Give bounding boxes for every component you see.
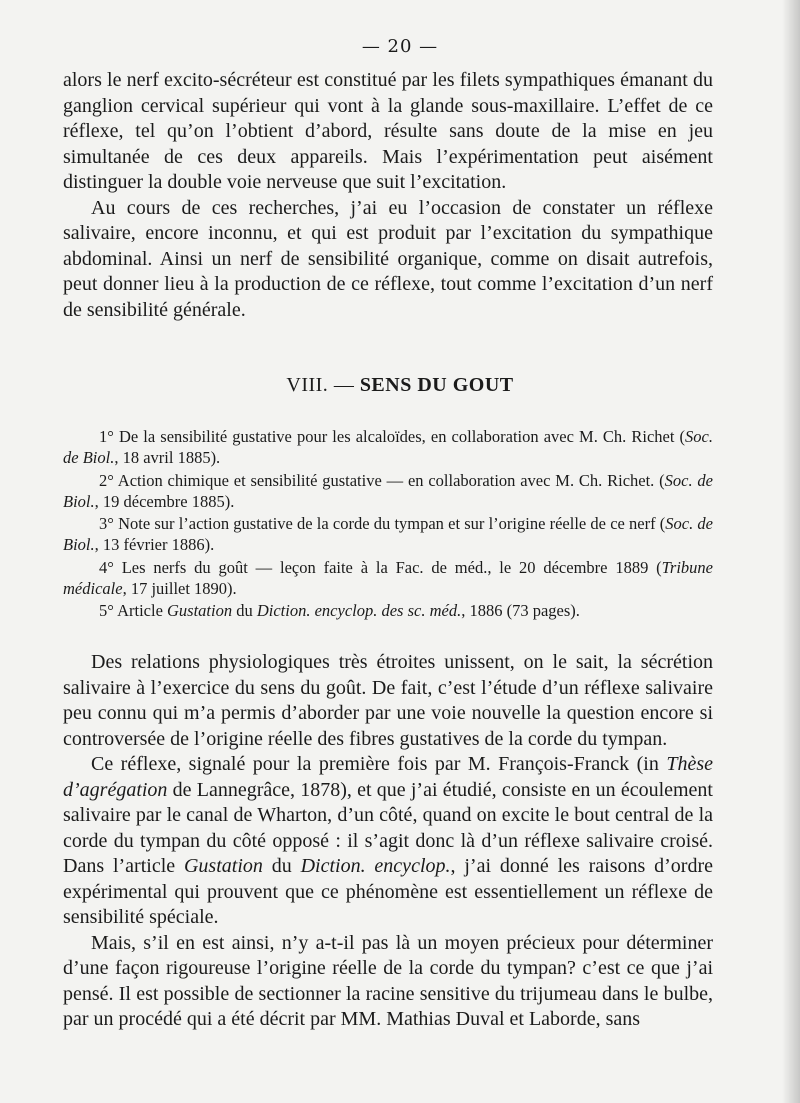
item-tail: , 18 avril 1885).	[114, 448, 221, 467]
page-number: — 20 —	[361, 36, 439, 57]
paragraph-text: de Lannegrâce, 1878), et que j’ai étudié, consiste en un écoulement salivaire par le canal de Wharton, d’un côté, quand on excite le bout central de la corde du tympan du côté opposé : il s’agit donc là d’un réflexe salivaire croisé. Dans l’article	[63, 778, 713, 877]
item-source: Diction. encyclop. des sc. méd.	[256, 601, 462, 620]
item-source: Soc. de Biol.	[63, 514, 713, 554]
item-tail: , 19 décembre 1885).	[94, 491, 235, 511]
section-dash: —	[333, 374, 355, 396]
item-source: Tribune médicale	[63, 557, 714, 598]
item-source: Gustation	[167, 601, 233, 620]
item-text: Action chimique et sensibilité gustative — en collaboration avec M. Ch. Richet. (	[117, 470, 665, 490]
section-title: SENS DU GOUT	[359, 374, 514, 396]
item-source: Soc. de Biol.	[63, 427, 713, 467]
bibliography-item	[63, 426, 713, 468]
italic-reference: Gustation	[183, 855, 263, 877]
paragraph-text: Ce réflexe, signalé pour la première fois par M. François-Franck (in	[91, 753, 667, 775]
item-text: Les nerfs du goût — leçon faite à la Fac. de méd., le 20 décembre 1889 (	[121, 557, 662, 577]
item-number: 1°	[99, 427, 114, 446]
italic-reference: Diction. encyclop.	[300, 855, 451, 877]
item-number: 3°	[99, 514, 114, 533]
body-text-bottom	[63, 650, 713, 1033]
item-tail: , 17 juillet 1890).	[122, 578, 237, 598]
section-number: VIII.	[286, 374, 329, 396]
item-number: 4°	[99, 557, 114, 577]
paragraph: Mais, s’il en est ainsi, n’y a-t-il pas là un moyen précieux pour déterminer d’une façon rigoureuse l’origine réelle de la corde du tympan? c’est ce que j’ai pensé. Il est possible de sectionner la racine sensitive du trijumeau dans le bulbe, par un procédé qui a été décrit par MM. Mathias Duval et Laborde, sans	[63, 931, 713, 1030]
paragraph: Au cours de ces recherches, j’ai eu l’occasion de constater un réflexe salivaire, encore inconnu, et qui est produit par l’excitation du sympathique abdominal. Ainsi un nerf de sensibilité organique, comme on disait autrefois, peut donner lieu à la production de ce réflexe, tout comme l’excitation d’un nerf de sensibilité générale.	[63, 196, 713, 321]
item-text: De la sensibilité gustative pour les alcaloïdes, en collaboration avec M. Ch. Richet (	[118, 427, 686, 446]
item-text: Note sur l’action gustative de la corde du tympan et sur l’origine réelle de ce nerf (	[118, 514, 666, 533]
item-tail: , 13 février 1886).	[94, 535, 215, 554]
bibliography-list	[63, 426, 713, 623]
paragraph	[63, 752, 713, 931]
bibliography-item	[63, 513, 713, 555]
section-heading	[0, 374, 800, 397]
bibliography-item	[63, 600, 713, 621]
italic-reference: Thèse d’agrégation	[63, 753, 713, 801]
item-text: du	[236, 601, 253, 620]
item-number: 5°	[99, 601, 114, 620]
item-number: 2°	[99, 470, 114, 490]
paragraph: Des relations physiologiques très étroites unissent, on le sait, la sécrétion salivaire à l’exercice du sens du goût. De fait, c’est l’étude d’un réflexe salivaire peu connu qui m’a permis d’aborder par une voie nouvelle la question encore si controversée de l’origine réelle des fibres gustatives de la corde du tympan.	[63, 651, 713, 750]
item-tail: , 1886 (73 pages).	[461, 601, 580, 620]
bibliography-item	[63, 557, 713, 599]
body-text-top	[63, 68, 713, 323]
item-source: Soc. de Biol.	[63, 470, 713, 511]
paragraph-text: du	[262, 855, 301, 877]
bibliography-item	[63, 470, 713, 512]
paragraph: alors le nerf excito-sécréteur est constitué par les filets sympathiques émanant du ganglion cervical supérieur qui vont à la glande sous-maxillaire. L’effet de ce réflexe, tel qu’on l’obtient d’abord, résulte sans doute de la mise en jeu simultanée de ces deux appareils. Mais l’expérimentation peut aisément distinguer la double voie nerveuse que suit l’excitation.	[63, 69, 713, 193]
paragraph-text: , j’ai donné les raisons d’ordre expérimental qui prouvent que ce phénomène est essentiellement un réflexe de sensibilité spéciale.	[63, 855, 714, 928]
item-text: Article	[117, 601, 163, 620]
